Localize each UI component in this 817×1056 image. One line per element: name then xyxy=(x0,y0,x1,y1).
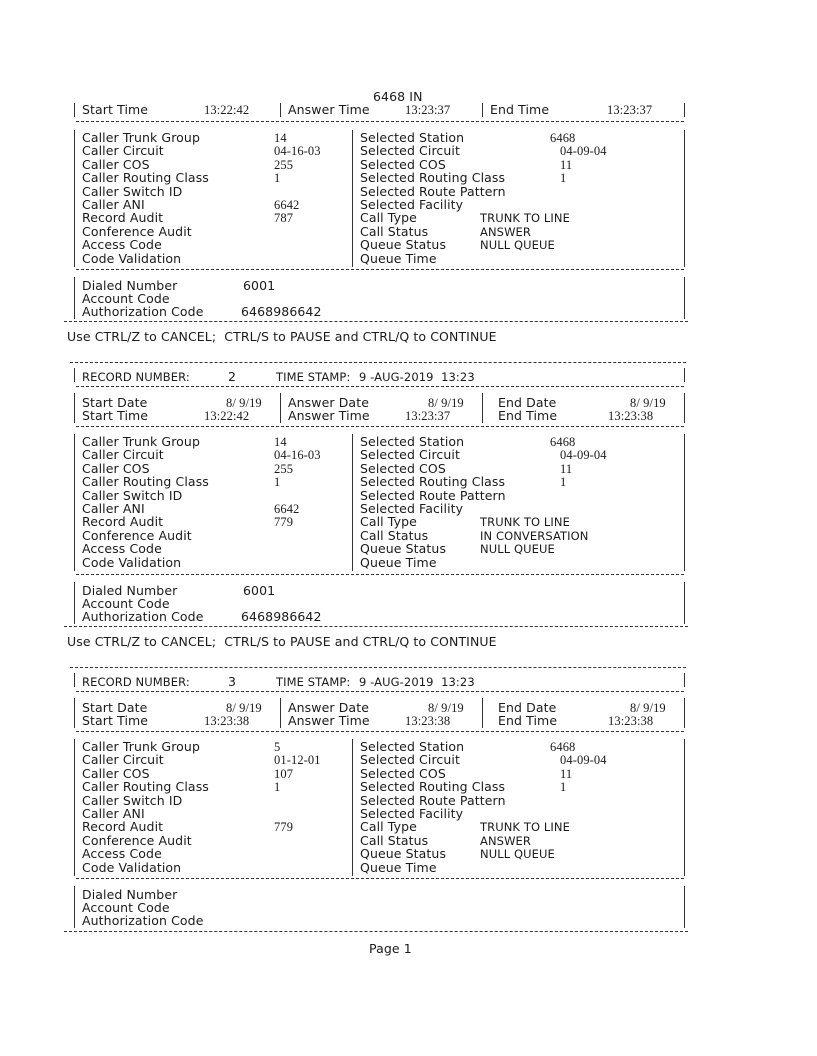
selected-field-value: IN CONVERSATION xyxy=(480,528,589,543)
border xyxy=(74,130,75,267)
answer-time-value: 13:23:37 xyxy=(405,103,451,117)
border xyxy=(74,698,75,728)
border xyxy=(684,277,685,319)
end-time-value: 13:23:37 xyxy=(607,103,653,117)
end-time-label: End Time xyxy=(490,102,550,117)
account-code-label: Account Code xyxy=(82,900,170,915)
caller-field-value: 04-16-03 xyxy=(274,448,321,463)
border xyxy=(74,886,75,928)
border xyxy=(684,103,685,117)
separator xyxy=(76,691,684,692)
caller-field-value: 04-16-03 xyxy=(274,144,321,159)
separator xyxy=(76,731,684,732)
selected-field-value: ANSWER xyxy=(480,224,531,239)
caller-field-label: Record Audit xyxy=(82,210,164,226)
selected-field-label: Selected Routing Class xyxy=(360,170,506,186)
selected-field-label: Selected Facility xyxy=(360,806,464,821)
border xyxy=(684,698,685,728)
authorization-code-label: Authorization Code xyxy=(82,913,204,928)
separator xyxy=(76,386,684,387)
border xyxy=(74,673,75,687)
end-time-value: 13:23:38 xyxy=(608,409,654,423)
caller-field-label: Caller COS xyxy=(82,460,150,476)
caller-field-value: 255 xyxy=(274,461,294,476)
answer-time-value: 13:23:37 xyxy=(405,409,451,423)
separator xyxy=(64,321,688,322)
caller-field-value: 1 xyxy=(274,475,281,490)
divider xyxy=(280,393,281,423)
selected-field-label: Call Type xyxy=(360,514,417,530)
account-code-label: Account Code xyxy=(82,291,170,306)
record1-title: 6468 IN xyxy=(373,89,423,104)
separator xyxy=(76,426,684,427)
caller-field-value: 1 xyxy=(274,171,281,186)
prompt-line: Use CTRL/Z to CANCEL; CTRL/S to PAUSE and CTRL/Q to CONTINUE xyxy=(67,329,497,344)
caller-field-label: Code Validation xyxy=(82,250,182,266)
selected-field-label: Selected Route Pattern xyxy=(360,487,506,503)
divider xyxy=(280,103,281,117)
caller-field-value: 1 xyxy=(274,780,281,795)
divider xyxy=(482,698,483,728)
caller-field-label: Caller Trunk Group xyxy=(82,130,200,145)
answer-date-label: Answer Date xyxy=(288,395,369,410)
time-stamp-value: 9 -AUG-2019 13:23 xyxy=(359,675,475,689)
dialed-number-value: 6001 xyxy=(243,583,276,598)
selected-field-label: Queue Time xyxy=(360,859,437,875)
selected-field-label: Queue Time xyxy=(360,250,437,266)
selected-field-label: Selected Circuit xyxy=(360,752,460,768)
selected-field-label: Selected Route Pattern xyxy=(360,183,506,199)
selected-field-value: NULL QUEUE xyxy=(480,542,555,557)
selected-field-label: Queue Time xyxy=(360,554,437,570)
answer-time-label: Answer Time xyxy=(288,102,370,117)
record-number-value: 3 xyxy=(228,674,237,689)
selected-field-label: Call Type xyxy=(360,210,417,226)
caller-field-value: 255 xyxy=(274,157,294,172)
caller-field-label: Caller COS xyxy=(82,765,150,781)
end-date-value: 8/ 9/19 xyxy=(630,701,666,715)
selected-field-value: 04-09-04 xyxy=(560,144,607,159)
caller-field-label: Caller ANI xyxy=(82,806,145,821)
start-date-label: Start Date xyxy=(82,395,148,410)
selected-field-value: 1 xyxy=(560,171,567,186)
answer-date-label: Answer Date xyxy=(288,700,369,715)
selected-field-label: Selected Routing Class xyxy=(360,474,506,490)
selected-field-label: Selected Facility xyxy=(360,197,464,212)
column-divider xyxy=(352,739,353,876)
answer-time-label: Answer Time xyxy=(288,713,370,728)
border xyxy=(74,393,75,423)
selected-field-value: TRUNK TO LINE xyxy=(480,211,570,226)
answer-time-value: 13:23:38 xyxy=(405,714,451,728)
start-date-value: 8/ 9/19 xyxy=(226,396,262,410)
end-time-label: End Time xyxy=(498,408,558,423)
separator xyxy=(76,878,684,879)
start-date-value: 8/ 9/19 xyxy=(226,701,262,715)
selected-field-label: Selected COS xyxy=(360,765,446,781)
dialed-number-label: Dialed Number xyxy=(82,887,178,902)
border xyxy=(74,739,75,876)
selected-field-label: Queue Status xyxy=(360,237,447,253)
prompt-line: Use CTRL/Z to CANCEL; CTRL/S to PAUSE and CTRL/Q to CONTINUE xyxy=(67,634,497,649)
caller-field-value: 14 xyxy=(274,435,287,449)
caller-field-value: 779 xyxy=(274,820,294,835)
caller-field-value: 01-12-01 xyxy=(274,753,321,768)
selected-field-label: Call Status xyxy=(360,832,429,848)
start-time-value: 13:22:42 xyxy=(204,103,250,117)
caller-field-label: Caller Circuit xyxy=(82,447,164,463)
separator xyxy=(76,269,684,270)
end-date-label: End Date xyxy=(498,700,557,715)
border xyxy=(684,393,685,423)
caller-field-label: Caller Circuit xyxy=(82,143,164,159)
border xyxy=(74,277,75,319)
caller-field-label: Access Code xyxy=(82,541,162,557)
selected-field-value: TRUNK TO LINE xyxy=(480,515,570,530)
authorization-code-label: Authorization Code xyxy=(82,609,204,624)
selected-field-value: 1 xyxy=(560,475,567,490)
caller-field-label: Record Audit xyxy=(82,819,164,835)
column-divider xyxy=(352,130,353,267)
separator xyxy=(76,121,684,122)
dialed-number-label: Dialed Number xyxy=(82,278,178,293)
caller-field-label: Access Code xyxy=(82,237,162,253)
caller-field-value: 787 xyxy=(274,211,294,226)
caller-field-value: 6642 xyxy=(274,198,300,212)
dialed-number-label: Dialed Number xyxy=(82,583,178,598)
selected-field-label: Selected Route Pattern xyxy=(360,792,506,808)
caller-field-label: Caller Switch ID xyxy=(82,183,183,199)
caller-field-label: Caller Circuit xyxy=(82,752,164,768)
time-stamp-label: TIME STAMP: xyxy=(276,675,351,689)
border xyxy=(684,886,685,928)
caller-field-value: 107 xyxy=(274,766,294,781)
caller-field-label: Caller ANI xyxy=(82,197,145,212)
caller-field-label: Caller Routing Class xyxy=(82,170,209,186)
record-number-value: 2 xyxy=(228,369,237,384)
divider xyxy=(482,103,483,117)
caller-field-label: Caller Switch ID xyxy=(82,792,183,808)
end-time-label: End Time xyxy=(498,713,558,728)
caller-field-value: 6642 xyxy=(274,502,300,516)
border xyxy=(74,582,75,624)
page-number: Page 1 xyxy=(369,941,412,956)
column-divider xyxy=(352,434,353,571)
border xyxy=(684,582,685,624)
start-time-label: Start Time xyxy=(82,408,149,423)
selected-field-label: Call Type xyxy=(360,819,417,835)
border xyxy=(684,434,685,571)
authorization-code-value: 6468986642 xyxy=(241,304,322,319)
caller-field-label: Conference Audit xyxy=(82,832,192,848)
caller-field-label: Code Validation xyxy=(82,554,182,570)
end-time-value: 13:23:38 xyxy=(608,714,654,728)
caller-field-label: Access Code xyxy=(82,846,162,862)
start-time-label: Start Time xyxy=(82,713,149,728)
selected-field-value: 6468 xyxy=(550,740,576,754)
time-stamp-label: TIME STAMP: xyxy=(276,370,351,384)
authorization-code-value: 6468986642 xyxy=(241,609,322,624)
caller-field-value: 14 xyxy=(274,131,287,145)
start-time-label: Start Time xyxy=(82,102,149,117)
selected-field-label: Selected Facility xyxy=(360,501,464,516)
selected-field-label: Selected Routing Class xyxy=(360,779,506,795)
selected-field-label: Call Status xyxy=(360,223,429,239)
end-date-label: End Date xyxy=(498,395,557,410)
start-time-value: 13:22:42 xyxy=(204,409,250,423)
separator xyxy=(76,574,684,575)
start-time-value: 13:23:38 xyxy=(204,714,250,728)
border xyxy=(684,368,685,382)
dialed-number-value: 6001 xyxy=(243,278,276,293)
selected-field-label: Selected Circuit xyxy=(360,447,460,463)
selected-field-value: 11 xyxy=(560,461,573,476)
record-number-label: RECORD NUMBER: xyxy=(82,675,190,689)
selected-field-label: Call Status xyxy=(360,527,429,543)
caller-field-label: Caller Routing Class xyxy=(82,779,209,795)
caller-field-label: Code Validation xyxy=(82,859,182,875)
border xyxy=(74,103,75,117)
answer-date-value: 8/ 9/19 xyxy=(428,396,464,410)
record-number-label: RECORD NUMBER: xyxy=(82,370,190,384)
caller-field-label: Conference Audit xyxy=(82,527,192,543)
selected-field-value: 11 xyxy=(560,766,573,781)
caller-field-value: 779 xyxy=(274,515,294,530)
selected-field-label: Selected COS xyxy=(360,156,446,172)
separator xyxy=(64,931,688,932)
separator xyxy=(70,667,686,668)
caller-field-label: Caller COS xyxy=(82,156,150,172)
authorization-code-label: Authorization Code xyxy=(82,304,204,319)
selected-field-label: Selected Circuit xyxy=(360,143,460,159)
selected-field-value: 04-09-04 xyxy=(560,448,607,463)
end-date-value: 8/ 9/19 xyxy=(630,396,666,410)
selected-field-label: Selected COS xyxy=(360,460,446,476)
account-code-label: Account Code xyxy=(82,596,170,611)
border xyxy=(684,673,685,687)
border xyxy=(74,434,75,571)
selected-field-label: Queue Status xyxy=(360,541,447,557)
divider xyxy=(482,393,483,423)
caller-field-label: Caller Switch ID xyxy=(82,487,183,503)
separator xyxy=(64,626,688,627)
caller-field-label: Caller Routing Class xyxy=(82,474,209,490)
answer-time-label: Answer Time xyxy=(288,408,370,423)
selected-field-value: 6468 xyxy=(550,131,576,145)
separator xyxy=(70,362,686,363)
selected-field-value: NULL QUEUE xyxy=(480,238,555,253)
caller-field-label: Conference Audit xyxy=(82,223,192,239)
start-date-label: Start Date xyxy=(82,700,148,715)
answer-date-value: 8/ 9/19 xyxy=(428,701,464,715)
selected-field-label: Selected Station xyxy=(360,130,465,145)
selected-field-value: NULL QUEUE xyxy=(480,847,555,862)
caller-field-label: Caller ANI xyxy=(82,501,145,516)
border xyxy=(74,368,75,382)
caller-field-label: Caller Trunk Group xyxy=(82,434,200,449)
selected-field-label: Selected Station xyxy=(360,739,465,754)
selected-field-value: 6468 xyxy=(550,435,576,449)
divider xyxy=(280,698,281,728)
border xyxy=(684,739,685,876)
selected-field-value: 1 xyxy=(560,780,567,795)
border xyxy=(684,130,685,267)
selected-field-value: ANSWER xyxy=(480,833,531,848)
time-stamp-value: 9 -AUG-2019 13:23 xyxy=(359,370,475,384)
selected-field-value: 04-09-04 xyxy=(560,753,607,768)
selected-field-value: TRUNK TO LINE xyxy=(480,820,570,835)
caller-field-value: 5 xyxy=(274,740,281,754)
selected-field-label: Queue Status xyxy=(360,846,447,862)
selected-field-label: Selected Station xyxy=(360,434,465,449)
caller-field-label: Record Audit xyxy=(82,514,164,530)
selected-field-value: 11 xyxy=(560,157,573,172)
caller-field-label: Caller Trunk Group xyxy=(82,739,200,754)
